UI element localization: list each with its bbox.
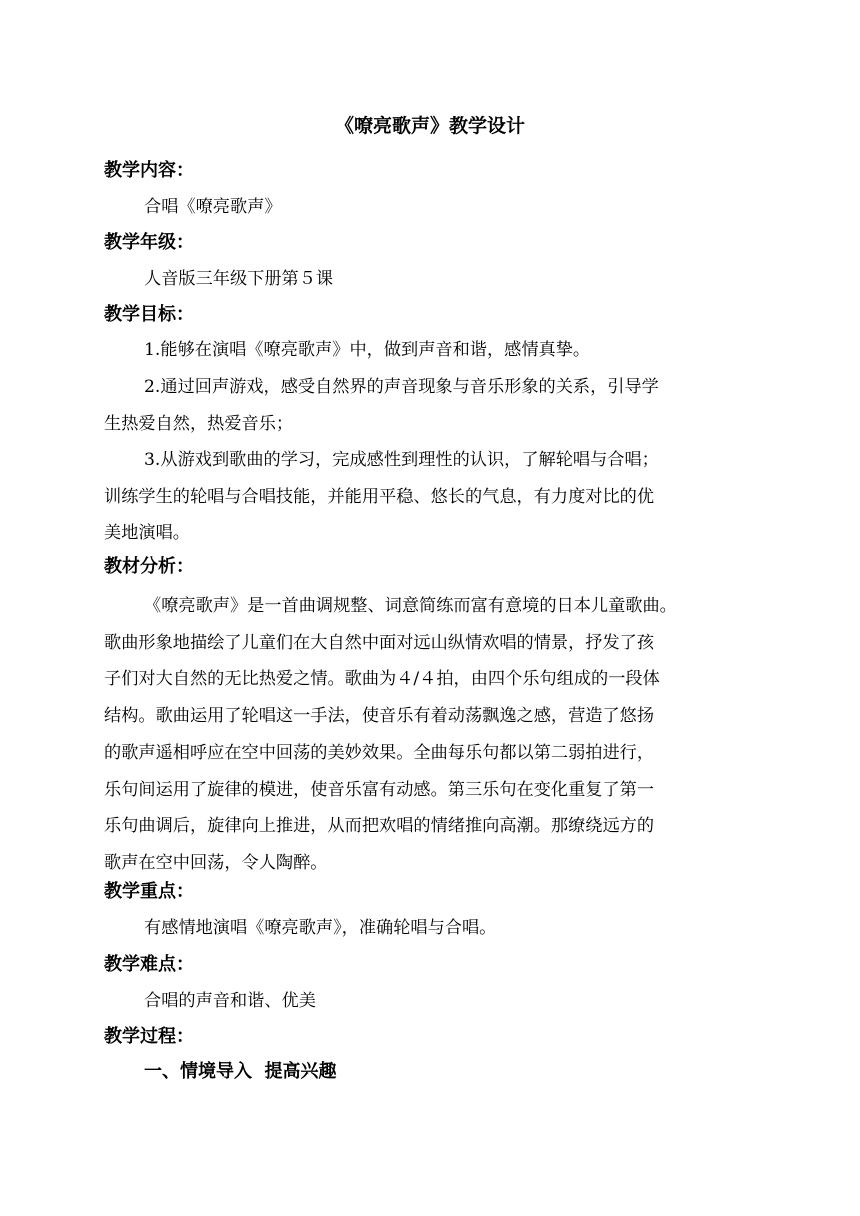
teaching-content-text: 合唱《嘹亮歌声》 [144,197,282,217]
heading-key-points: 教学重点： [104,881,194,902]
teaching-grade-text: 人音版三年级下册第５课 [144,269,334,289]
heading-difficulties: 教学难点： [104,954,194,975]
heading-teaching-grade: 教学年级： [104,232,194,253]
process-step-1: 一、情境导入 提高兴趣 [144,1061,337,1082]
objective-item-2: 2.通过回声游戏，感受自然界的声音现象与音乐形象的关系，引导学 生热爱自然，热爱音乐； [104,377,659,434]
objective-item-1: 1.能够在演唱《嘹亮歌声》中，做到声音和谐，感情真挚。 [144,340,591,360]
material-analysis-text: 《嘹亮歌声》是一首曲调规整、词意简练而富有意境的日本儿童歌曲。 歌曲形象地描绘了儿童们在大自然中面对远山纵情欢唱的情景，抒发了孩 子们对大自然的无比热爱之情。歌曲为４/４拍，由四个乐句组成的一段体 结构。歌曲运用了轮唱这一手法，使音乐有着动荡飘逸之感，营造了悠扬 的歌声遥相呼应在空中回荡的美妙效果。全曲每乐句都以第二弱拍进行， 乐句间运用了旋律的模进，使音乐富有动感。第三乐句在变化重复了第一 乐句曲调后，旋律向上推进，从而把欢唱的情绪推向高潮。那缭绕远方的 歌声在空中回荡，令人陶醉。 [104,596,677,873]
heading-material-analysis: 教材分析： [104,556,194,577]
heading-teaching-objectives: 教学目标： [104,304,194,325]
objective-item-3: 3.从游戏到歌曲的学习，完成感性到理性的认识，了解轮唱与合唱； 训练学生的轮唱与合唱技能，并能用平稳、悠长的气息，有力度对比的优 美地演唱。 [104,450,659,544]
heading-teaching-content: 教学内容： [104,160,194,181]
difficulties-text: 合唱的声音和谐、优美 [144,991,316,1011]
heading-teaching-process: 教学过程： [104,1026,194,1047]
key-points-text: 有感情地演唱《嘹亮歌声》，准确轮唱与合唱。 [144,918,497,938]
document-title: 《嘹亮歌声》教学设计 [334,115,525,137]
